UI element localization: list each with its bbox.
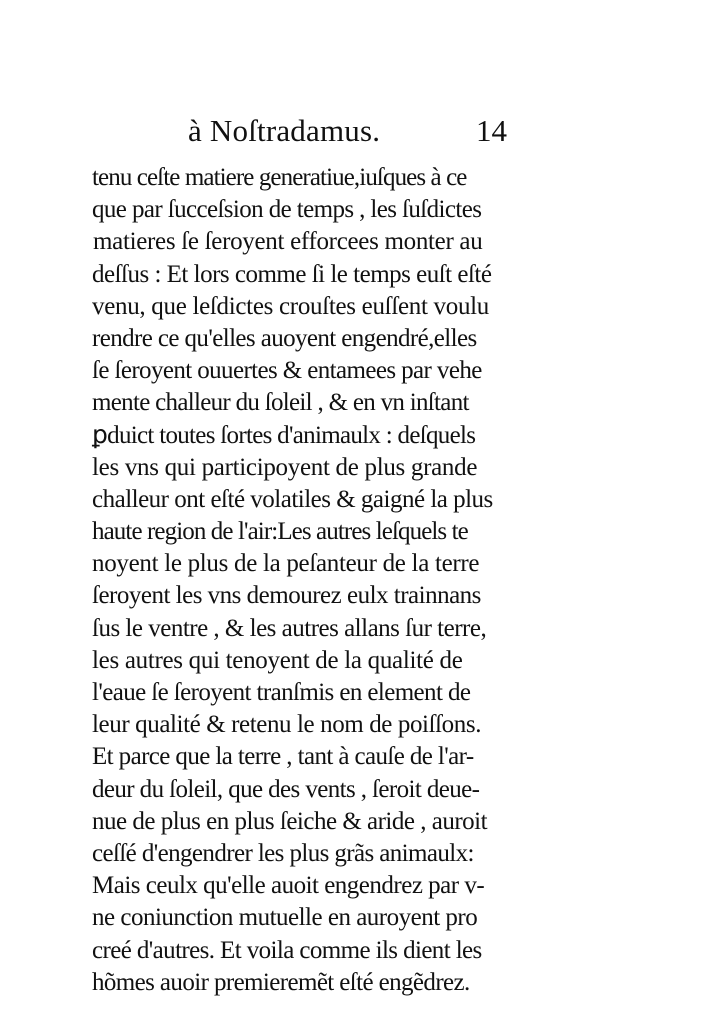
text-line: ſeroyent les vns demourez eulx trainnans xyxy=(92,582,481,610)
text-line: tenu ceſte matiere generatiue,iuſques à ce xyxy=(92,164,467,191)
text-line: leur qualité & retenu le nom de poiſſons. xyxy=(92,711,482,739)
text-line: nue de plus en plus ſeiche & aride , auroit xyxy=(92,807,488,835)
body-text xyxy=(92,162,562,999)
text-line: venu, que leſdictes crouſtes euſſent voulu xyxy=(92,292,490,320)
text-line: Mais ceulx qu'elle auoit engendrez par v- xyxy=(92,872,485,900)
text-line: mente challeur du ſoleil , & en vn inſtant xyxy=(92,389,469,417)
text-line: les vns qui participoyent de plus grande xyxy=(92,453,478,481)
text-line: ne coniunction mutuelle en auroyent pro xyxy=(92,904,478,932)
text-line: challeur ont eſté volatiles & gaigné la plus xyxy=(92,485,493,513)
text-line: noyent le plus de la peſanteur de la terre xyxy=(92,550,480,578)
text-line: deur du ſoleil, que des vents , ſeroit deue- xyxy=(92,775,480,803)
text-line: ceſſé d'engendrer les plus grãs animaulx: xyxy=(92,839,474,867)
text-line: ſe ſeroyent ouuertes & entamees par vehe xyxy=(92,357,482,385)
text-line: les autres qui tenoyent de la qualité de xyxy=(92,646,463,674)
text-line: matieres ſe ſeroyent efforcees monter au xyxy=(93,228,483,256)
text-line: haute region de l'air:Les autres leſquels te xyxy=(92,518,468,546)
text-line: Et parce que la terre , tant à cauſe de l'ar- xyxy=(92,743,474,771)
text-line: creé d'autres. Et voila comme ils dient les xyxy=(92,936,482,964)
text-line: ſus le ventre , & les autres allans ſur terre, xyxy=(92,614,487,642)
text-line: l'eaue ſe ſeroyent tranſmis en element de xyxy=(92,679,471,706)
page-number: 14 xyxy=(476,113,507,148)
text-line: rendre ce qu'elles auoyent engendré,elles xyxy=(92,324,477,352)
text-line: que par ſucceſsion de temps , les ſuſdictes xyxy=(92,196,482,224)
running-title: à Noſtradamus. xyxy=(188,113,381,148)
text-line: ꝑduict toutes ſortes d'animaulx : deſquels xyxy=(92,421,476,449)
text-line: hõmes auoir premieremẽt eſté engẽdrez. xyxy=(92,968,470,996)
text-line: deſſus : Et lors comme ſi le temps euſt eſté xyxy=(92,260,492,288)
